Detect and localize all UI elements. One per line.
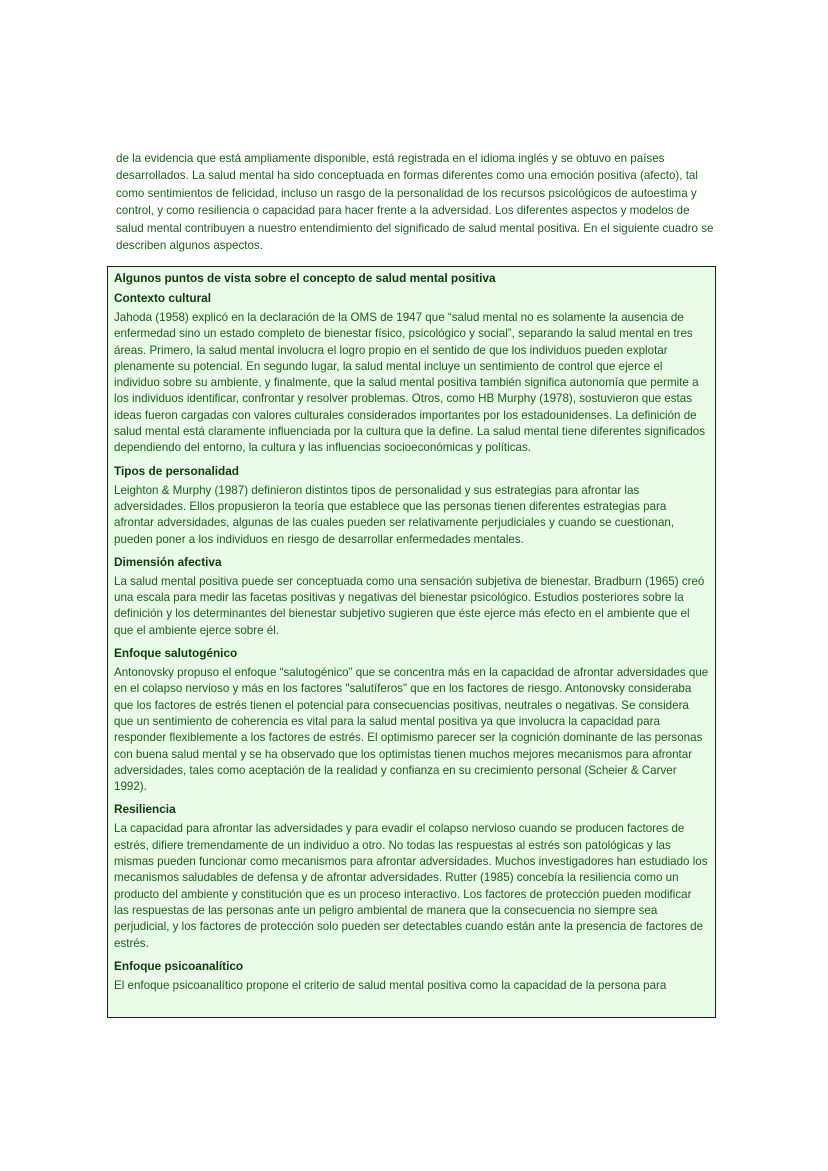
- section-dimension-afectiva: [114, 554, 709, 639]
- section-heading: Tipos de personalidad: [114, 463, 239, 478]
- section-body: La capacidad para afrontar las adversidades y para evadir el colapso nervioso cuando se producen factores de estrés, difiere tremendamente de un individuo a otro. No todas las respuestas al estrés son patológicas y las mismas pueden funcionar como mecanismos para afrontar adversidades. Muchos investigadores han estudiado los mecanismos saludables de defensa y de afrontar adversidades. Rutter (1985) concebía la resiliencia como un producto del ambiente y constitución que es un proceso interactivo. Los factores de protección pueden modificar las respuestas de las personas ante un peligro ambiental de manera que la consecuencia no siempre sea perjudicial, y los factores de protección solo pueden ser detectables cuando están ante la presencia de factores de estrés.: [114, 822, 708, 950]
- section-contexto-cultural: [114, 290, 709, 457]
- section-heading: Resiliencia: [114, 802, 176, 817]
- section-heading: Dimensión afectiva: [114, 554, 222, 569]
- section-heading: Enfoque salutogénico: [114, 646, 238, 661]
- intro-paragraph: de la evidencia que está ampliamente disponible, está registrada en el idioma inglés y se obtuvo en países desarrollados. La salud mental ha sido conceptuada en formas diferentes como una emoción positiva (afecto), tal como sentimientos de felicidad, incluso un rasgo de la personalidad de los recursos psicológicos de autoestima y control, y como resiliencia o capacidad para hacer frente a la adversidad. Los diferentes aspectos y modelos de salud mental contribuyen a nuestro entendimiento del significado de salud mental positiva. En el siguiente cuadro se describen algunos aspectos.: [116, 152, 714, 253]
- section-body: La salud mental positiva puede ser conceptuada como una sensación subjetiva de bienestar. Bradburn (1965) creó una escala para medir las facetas positivas y negativas del bienestar psicológico. Estudios posteriores sobre la definición y los determinantes del bienestar subjetivo sugieren que éste ejerce más efecto en el ambiente que el que el ambiente ejerce sobre él.: [114, 574, 705, 637]
- section-heading: Contexto cultural: [114, 291, 212, 305]
- section-enfoque-salutogenico: [114, 645, 709, 795]
- info-box: [107, 266, 716, 1018]
- section-body: Leighton & Murphy (1987) definieron distintos tipos de personalidad y sus estrategias para afrontar las adversidades. Ellos propusieron la teoría que establece que las personas tienen diferentes estrategias para afrontar adversidades, algunas de las cuales pueden ser relativamente perjudiciales y cuando se cuestionan, pueden poner a los individuos en riesgo de desarrollar enfermedades mentales.: [114, 483, 675, 546]
- section-heading: Enfoque psicoanalítico: [114, 958, 244, 973]
- section-enfoque-psicoanalitico: [114, 958, 709, 994]
- section-body: Jahoda (1958) explicó en la declaración de la OMS de 1947 que “salud mental no es solamente la ausencia de enfermedad sino un estado completo de bienestar físico, psicológico y social”, separando la salud mental en tres áreas. Primero, la salud mental involucra el logro propio en el sentido de que los individuos pueden explotar plenamente su potencial. En segundo lugar, la salud mental incluye un sentimiento de control que ejerce el individuo sobre su ambiente, y finalmente, que la salud mental positiva también significa autonomía que permite a los individuos identificar, confrontar y resolver problemas. Otros, como HB Murphy (1978), sostuvieron que estas ideas fueron cargadas con valores culturales considerados importantes por los estadounidenses. La definición de salud mental está claramente influenciada por la cultura que la define. La salud mental tiene diferentes significados dependiendo del entorno, la cultura y las influencias socioeconómicas y políticas.: [114, 311, 705, 455]
- section-body: El enfoque psicoanalítico propone el criterio de salud mental positiva como la capacidad de la persona para: [114, 978, 667, 992]
- section-resiliencia: [114, 801, 709, 951]
- box-title: Algunos puntos de vista sobre el concepto de salud mental positiva: [114, 271, 496, 285]
- section-body: Antonovsky propuso el enfoque “salutogénico” que se concentra más en la capacidad de afrontar adversidades que en el colapso nervioso y más en los factores "salutíferos" que en los factores de riesgo. Antonovsky consideraba que los factores de estrés tienen el potencial para consecuencias positivas, neutrales o negativas. Se considera que un sentimiento de coherencia es vital para la salud mental positiva ya que involucra la capacidad para responder flexiblemente a los factores de estrés. El optimismo parecer ser la cognición dominante de las personas con buena salud mental y se ha observado que los optimistas tienen muchos mejores mecanismos para afrontar adversidades, tales como aceptación de la realidad y confianza en su crecimiento personal (Scheier & Carver 1992).: [114, 666, 709, 794]
- section-tipos-de-personalidad: [114, 463, 709, 548]
